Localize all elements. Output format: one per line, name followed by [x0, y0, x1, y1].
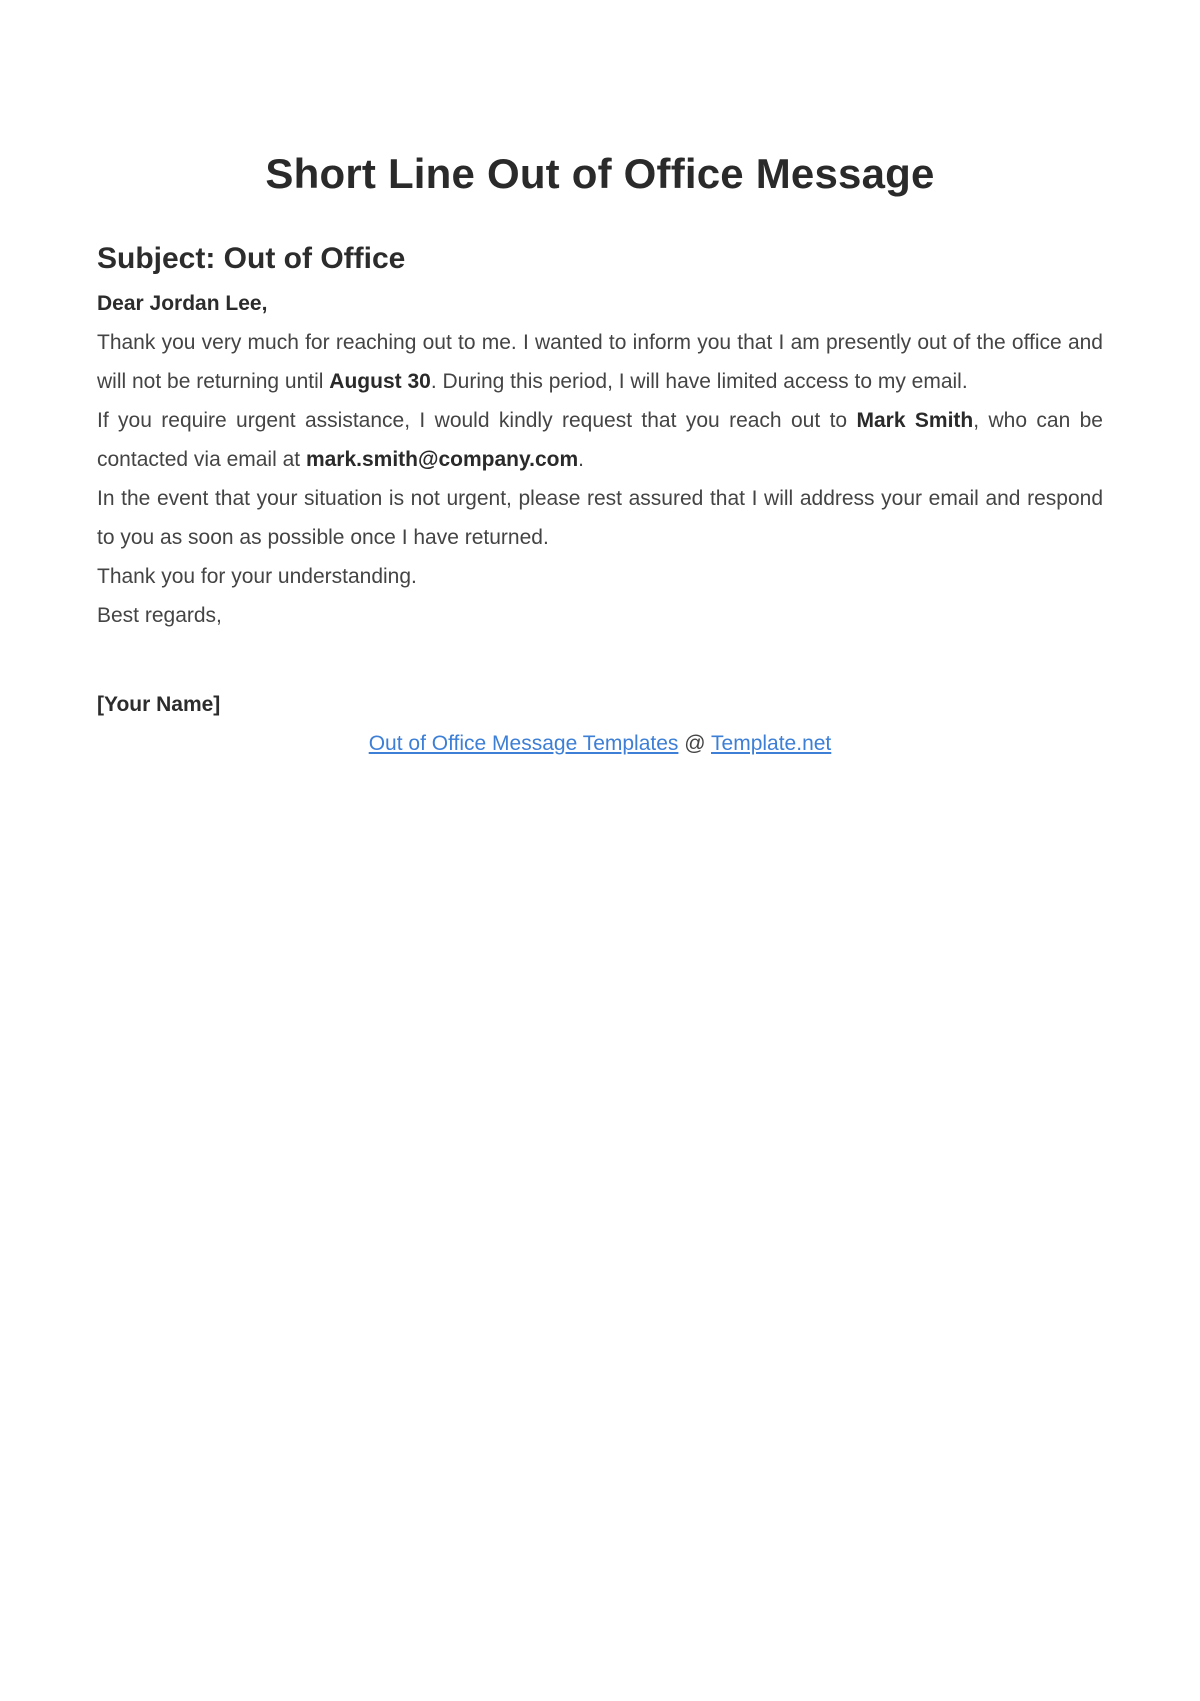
- paragraph-text: . During this period, I will have limited access to my email.: [430, 370, 968, 393]
- footer-credit: [97, 724, 1103, 763]
- paragraph-text: , who can be contacted via email at: [97, 409, 1103, 471]
- paragraph-text: If you require urgent assistance, I would kindly request that you reach out to: [97, 409, 857, 432]
- paragraph-thanks: Thank you for your understanding.: [97, 565, 417, 588]
- template-net-link[interactable]: Template.net: [711, 732, 832, 755]
- page-title: Short Line Out of Office Message: [265, 150, 935, 197]
- paragraph-text: .: [578, 448, 584, 471]
- footer-separator: @: [678, 732, 712, 755]
- paragraph-contact: [97, 401, 1103, 479]
- paragraph-return-date: [97, 323, 1103, 401]
- salutation: Dear Jordan Lee,: [97, 292, 268, 315]
- paragraph-text: Thank you very much for reaching out to me. I wanted to inform you that I am presently out of the office and will not be returning until: [97, 331, 1103, 393]
- paragraph-non-urgent: In the event that your situation is not urgent, please rest assured that I will address your email and respond to you as soon as possible once I have returned.: [97, 487, 1103, 549]
- contact-name: Mark Smith: [856, 409, 974, 432]
- contact-email: mark.smith@company.com: [305, 448, 579, 471]
- closing: Best regards,: [97, 604, 222, 627]
- return-date: August 30: [329, 370, 431, 393]
- email-subject: Subject: Out of Office: [97, 242, 406, 275]
- spacer: [97, 635, 1103, 685]
- signature: [Your Name]: [97, 693, 221, 716]
- templates-link[interactable]: Out of Office Message Templates: [368, 732, 679, 755]
